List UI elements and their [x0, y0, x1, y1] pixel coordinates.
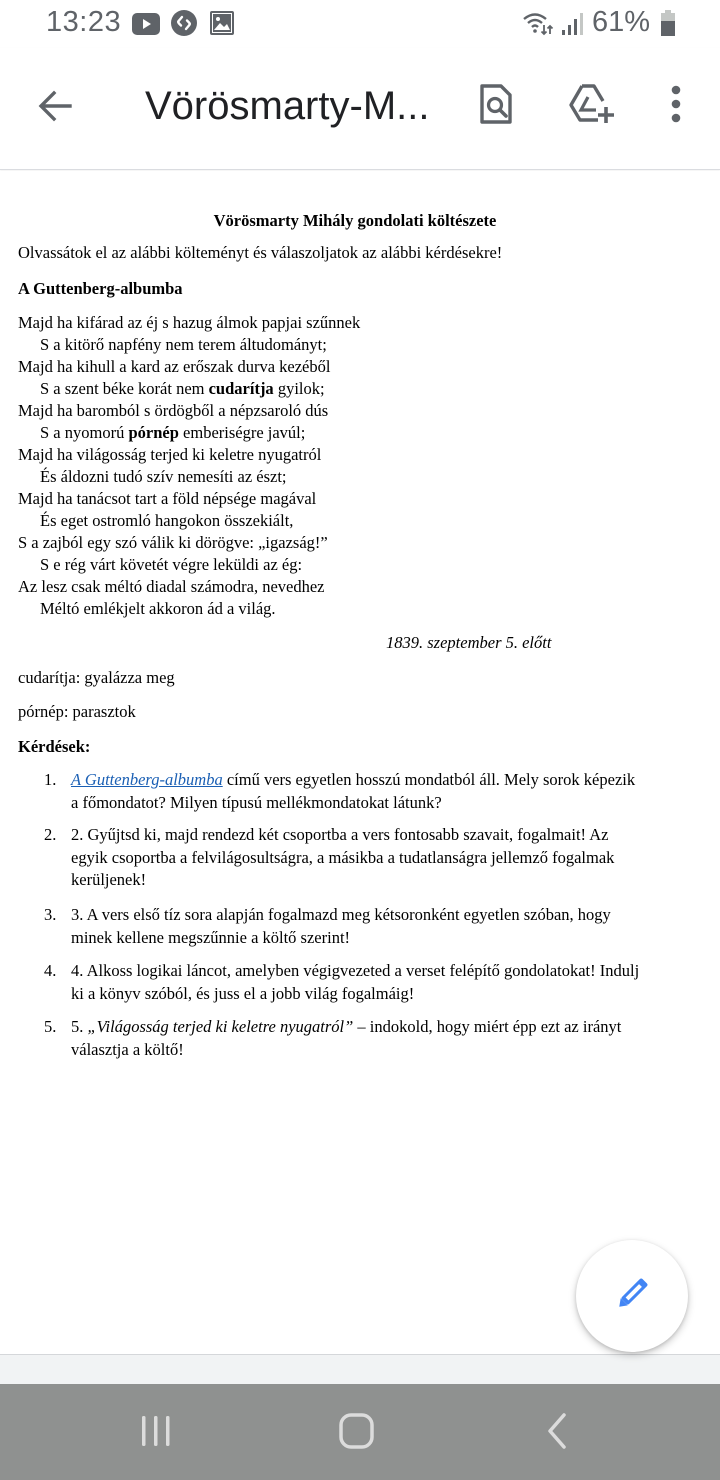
add-to-drive-button[interactable]	[566, 78, 618, 134]
instruction-text: Olvassátok el az alábbi költeményt és válaszoljatok az alábbi kérdésekre!	[18, 243, 503, 262]
battery-percent: 61%	[591, 6, 650, 38]
poem-line	[40, 423, 305, 443]
poem-line: Méltó emlékjelt akkoron ád a világ.	[40, 599, 276, 618]
wifi-icon	[522, 11, 554, 42]
poem-line: Majd ha tanácsot tart a föld népsége magával	[18, 489, 317, 508]
poem-line: Majd ha kihull a kard az erőszak durva kezéből	[18, 357, 331, 376]
question-item	[44, 960, 694, 1005]
question-text: című vers egyetlen hosszú mondatból áll. Mely sorok képezik	[222, 770, 636, 789]
question-number: 4.	[44, 961, 57, 980]
more-options-icon	[670, 84, 682, 129]
home-icon	[338, 1412, 376, 1455]
question-text: ki a könyv szóból, és juss el a jobb világ fogalmáig!	[71, 983, 415, 1003]
system-back-button[interactable]	[528, 1408, 588, 1458]
back-icon	[545, 1412, 571, 1455]
poem-text: emberiségre javúl;	[178, 423, 306, 442]
edit-button[interactable]	[576, 1240, 688, 1352]
document-title: Vörösmarty-M...	[145, 84, 430, 128]
question-number: 1.	[44, 770, 57, 789]
status-bar	[0, 0, 720, 48]
poem-line: S a zajból egy szó válik ki dörögve: „igazság!”	[18, 533, 328, 552]
poem-line: S a kitörő napfény nem terem áltudományt;	[40, 335, 327, 354]
question-item	[44, 904, 694, 949]
question-number: 5.	[44, 1017, 57, 1036]
page-bottom-edge	[0, 1354, 720, 1384]
more-options-button[interactable]	[650, 78, 702, 134]
poem-line: Majd ha baromból s ördögből a népzsaroló dús	[18, 401, 329, 420]
question-text: minek kellene megszűnnie a költő szerint!	[71, 927, 351, 947]
poem-line	[40, 379, 325, 399]
signal-icon	[561, 12, 585, 41]
poem-link[interactable]: A Guttenberg-albumba	[71, 770, 223, 789]
poem-date: 1839. szeptember 5. előtt	[386, 633, 552, 652]
question-text: 2. Gyűjtsd ki, majd rendezd két csoportba a vers fontosabb szavait, fogalmait! Az	[71, 825, 609, 844]
glossary-entry: pórnép: parasztok	[18, 702, 136, 721]
poem-text: gyilok;	[273, 379, 325, 398]
question-text: 5.	[71, 1017, 88, 1036]
question-text: kerüljenek!	[71, 870, 147, 889]
question-text: 3. A vers első tíz sora alapján fogalmazd meg kétsoronként egyetlen szóban, hogy	[71, 905, 611, 924]
poem-text: S a szent béke korát nem	[40, 379, 209, 398]
question-item	[44, 1016, 694, 1061]
poem-text: S a nyomorú	[40, 423, 129, 442]
recent-apps-icon	[139, 1413, 173, 1454]
youtube-icon	[132, 13, 160, 40]
question-item	[44, 824, 694, 892]
poem-line: S e rég várt követét végre leküldi az ég:	[40, 555, 303, 574]
poem-line: És eget ostromló hangokon összekiált,	[40, 511, 294, 530]
add-to-drive-icon	[568, 83, 616, 130]
glossary-entry: cudarítja: gyalázza meg	[18, 668, 175, 687]
status-time: 13:23	[46, 6, 122, 38]
find-in-document-button[interactable]	[470, 78, 522, 134]
battery-icon	[660, 10, 676, 41]
document-page	[0, 171, 720, 1354]
question-number: 3.	[44, 905, 57, 924]
poem-title: A Guttenberg-albumba	[18, 279, 183, 298]
home-button[interactable]	[327, 1408, 387, 1458]
question-text: a főmondatot? Milyen típusú mellékmondatokat látunk?	[71, 792, 442, 812]
shazam-icon	[171, 10, 197, 41]
question-number: 2.	[44, 825, 57, 844]
question-text: egyik csoportba a felvilágosultságra, a másikba a tudatlanságra jellemző fogalmak	[71, 847, 615, 867]
app-bar	[0, 48, 720, 170]
system-nav-bar	[0, 1384, 720, 1480]
find-in-document-icon	[479, 83, 513, 130]
glossary-term-cudaritja: cudarítja	[208, 379, 274, 398]
edit-pencil-icon	[612, 1274, 652, 1319]
recent-apps-button[interactable]	[126, 1408, 186, 1458]
question-item	[44, 769, 694, 814]
question-text: választja a költő!	[71, 1039, 184, 1059]
question-text: 4. Alkoss logikai láncot, amelyben végigvezeted a verset felépítő gondolatokat! Indulj	[71, 961, 640, 980]
poem-line: És áldozni tudó szív nemesíti az észt;	[40, 467, 287, 486]
glossary-term-pornep: pórnép	[128, 423, 179, 442]
arrow-back-icon	[34, 115, 78, 132]
questions-heading: Kérdések:	[18, 737, 91, 756]
quoted-line: „Világosság terjed ki keletre nyugatról”	[87, 1017, 354, 1036]
gallery-icon	[210, 11, 234, 40]
back-button[interactable]	[34, 84, 78, 128]
poem-line: Majd ha kifárad az éj s hazug álmok papjai szűnnek	[18, 313, 361, 332]
question-text: – indokold, hogy miért épp ezt az irányt	[353, 1017, 622, 1036]
doc-heading: Vörösmarty Mihály gondolati költészete	[213, 211, 497, 230]
poem-line: Az lesz csak méltó diadal számodra, nevedhez	[18, 577, 325, 596]
poem-line: Majd ha világosság terjed ki keletre nyugatról	[18, 445, 322, 464]
